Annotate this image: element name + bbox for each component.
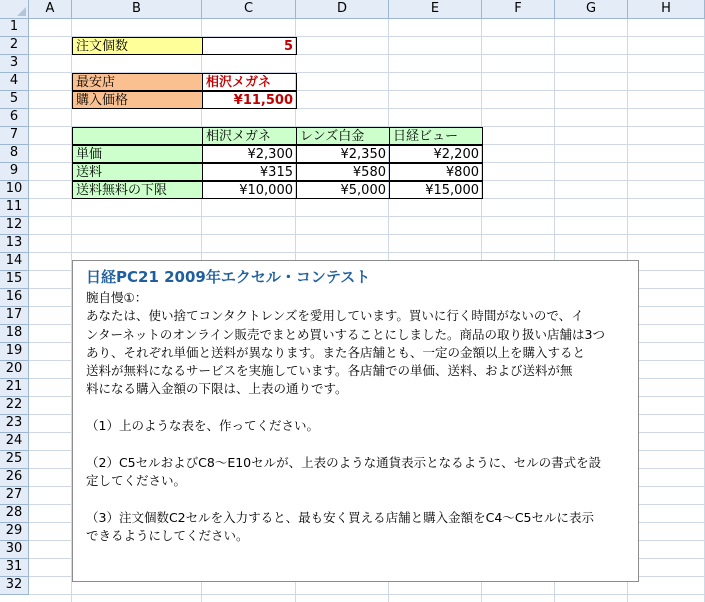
text-box-line: （2）C5セルおよびC8～E10セルが、上表のような通貨表示となるように、セルの書式を設 <box>86 454 602 470</box>
column-header-f[interactable]: F <box>482 0 555 19</box>
row-header[interactable]: 21 <box>0 379 29 397</box>
column-header-g[interactable]: G <box>555 0 628 19</box>
text-box-line: 腕自慢①： <box>86 290 148 305</box>
table-cell-free-shipping-min-2[interactable]: ¥5,000 <box>296 181 390 199</box>
row-header[interactable]: 1 <box>0 19 29 37</box>
text-box-line: 送料が無料になるサービスを実施しています。各店舗での単価、送料、および送料が無 <box>86 363 573 379</box>
row-header[interactable]: 7 <box>0 127 29 145</box>
table-cell-free-shipping-min-1[interactable]: ¥10,000 <box>202 181 297 199</box>
row-header[interactable]: 20 <box>0 361 29 379</box>
row-header[interactable]: 16 <box>0 289 29 307</box>
column-header-b[interactable]: B <box>72 0 202 19</box>
table-cell-shipping-3[interactable]: ¥800 <box>389 163 483 181</box>
row-header[interactable]: 8 <box>0 145 29 163</box>
table-header-blank[interactable] <box>72 127 203 145</box>
table-cell-unit-price-2[interactable]: ¥2,350 <box>296 145 390 163</box>
purchase-price-label[interactable]: 購入価格 <box>72 91 203 109</box>
text-box-line: （1）上のような表を、作ってください。 <box>86 418 319 434</box>
row-header[interactable]: 29 <box>0 523 29 541</box>
row-header[interactable]: 15 <box>0 271 29 289</box>
row-header[interactable]: 19 <box>0 343 29 361</box>
text-box-line: （3）注文個数C2セルを入力すると、最も安く買える店舗と購入金額をC4～C5セルに表示 <box>86 509 594 525</box>
table-header-store-1[interactable]: 相沢メガネ <box>202 127 297 145</box>
row-header[interactable]: 10 <box>0 181 29 199</box>
column-header-h[interactable]: H <box>628 0 705 19</box>
row-header[interactable]: 30 <box>0 541 29 559</box>
table-header-store-3[interactable]: 日経ビュー <box>389 127 483 145</box>
row-header[interactable]: 5 <box>0 91 29 109</box>
row-header[interactable]: 27 <box>0 487 29 505</box>
row-header[interactable]: 22 <box>0 397 29 415</box>
row-header[interactable]: 11 <box>0 199 29 217</box>
row-header[interactable]: 28 <box>0 505 29 523</box>
row-header[interactable]: 14 <box>0 253 29 271</box>
purchase-price-value[interactable]: ¥11,500 <box>202 91 297 109</box>
text-box-line: 料になる購入金額の下限は、上表の通りです。 <box>86 381 348 397</box>
row-header[interactable]: 26 <box>0 469 29 487</box>
row-header[interactable]: 13 <box>0 235 29 253</box>
table-cell-shipping-1[interactable]: ¥315 <box>202 163 297 181</box>
text-box-body <box>86 289 628 545</box>
column-header-c[interactable]: C <box>202 0 296 19</box>
row-header[interactable]: 24 <box>0 433 29 451</box>
row-header[interactable]: 6 <box>0 109 29 127</box>
order-count-label[interactable]: 注文個数 <box>72 37 203 55</box>
text-box-line: できるようにしてください。 <box>86 527 249 543</box>
row-header[interactable]: 31 <box>0 559 29 577</box>
table-row-label-free-shipping-min[interactable]: 送料無料の下限 <box>72 181 203 199</box>
select-all-corner[interactable] <box>0 0 29 19</box>
text-box-line: あり、それぞれ単価と送料が異なります。また各店舗とも、一定の金額以上を購入すると <box>86 344 586 360</box>
contest-text-box[interactable] <box>72 260 639 582</box>
row-header[interactable]: 9 <box>0 163 29 181</box>
row-header[interactable]: 4 <box>0 73 29 91</box>
column-header-d[interactable]: D <box>296 0 389 19</box>
text-box-line: あなたは、使い捨てコンタクトレンズを愛用しています。買いに行く時間がないので、イ <box>86 308 584 324</box>
text-box-title: 日経PC21 2009年エクセル・コンテスト <box>86 268 371 286</box>
row-header[interactable]: 18 <box>0 325 29 343</box>
column-header-e[interactable]: E <box>389 0 482 19</box>
row-header[interactable]: 23 <box>0 415 29 433</box>
gridline-horizontal <box>29 594 705 595</box>
row-header[interactable]: 17 <box>0 307 29 325</box>
table-cell-free-shipping-min-3[interactable]: ¥15,000 <box>389 181 483 199</box>
text-box-line: 定してください。 <box>86 472 187 488</box>
gridline-horizontal <box>29 216 705 217</box>
cheapest-store-label[interactable]: 最安店 <box>72 73 203 91</box>
column-header-a[interactable]: A <box>29 0 72 19</box>
cheapest-store-value[interactable]: 相沢メガネ <box>202 73 297 91</box>
text-box-line: ンターネットのオンライン販売でまとめ買いすることにしました。商品の取り扱い店舗は3つ <box>86 326 605 342</box>
row-header[interactable]: 12 <box>0 217 29 235</box>
table-cell-unit-price-3[interactable]: ¥2,200 <box>389 145 483 163</box>
order-count-value[interactable]: 5 <box>202 37 297 55</box>
table-cell-unit-price-1[interactable]: ¥2,300 <box>202 145 297 163</box>
table-cell-shipping-2[interactable]: ¥580 <box>296 163 390 181</box>
row-header[interactable]: 2 <box>0 37 29 55</box>
row-header[interactable]: 25 <box>0 451 29 469</box>
table-row-label-shipping[interactable]: 送料 <box>72 163 203 181</box>
table-header-store-2[interactable]: レンズ白金 <box>296 127 390 145</box>
row-header[interactable]: 3 <box>0 55 29 73</box>
table-row-label-unit-price[interactable]: 単価 <box>72 145 203 163</box>
gridline-horizontal <box>29 234 705 235</box>
gridline-horizontal <box>29 252 705 253</box>
row-header[interactable]: 32 <box>0 577 29 595</box>
